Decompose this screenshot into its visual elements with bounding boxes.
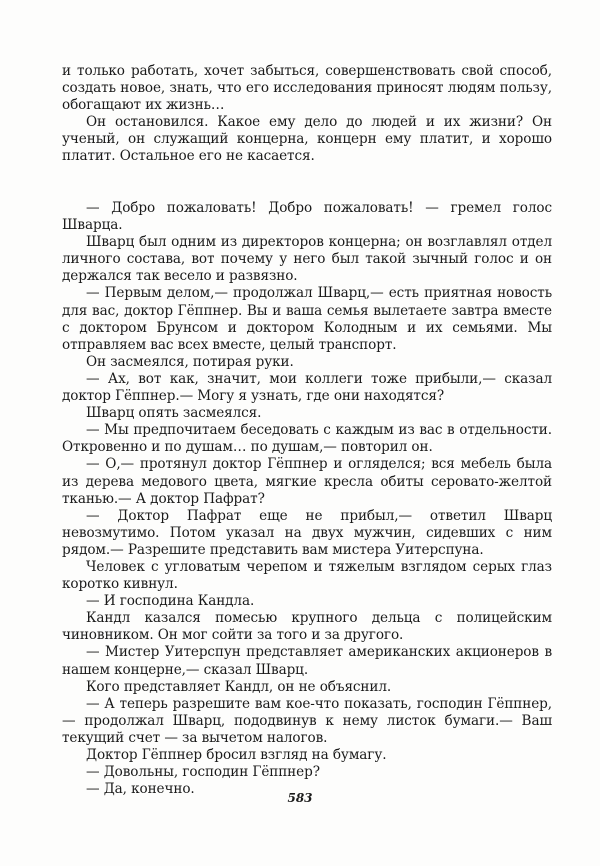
paragraph: Шварц был одним из директоров концерна; он возглавлял отдел личного состава, вот почему у него был такой зычный голос и он держался так весело и развязно. xyxy=(62,234,552,285)
paragraph: — Довольны, господин Гёппнер? xyxy=(86,764,320,781)
paragraph: — Мистер Уитерспун представляет американских акционеров в нашем концерне,— сказал Шварц. xyxy=(62,644,552,678)
paragraph: и только работать, хочет забыться, совершенствовать свой способ, создать новое, знать, что его исследования приносят людям пользу, обогащают их жизнь… xyxy=(62,63,552,114)
paragraph: Кого представляет Кандл, он не объяснил. xyxy=(86,678,392,695)
paragraph: — Первым делом,— продолжал Шварц,— есть приятная новость для вас, доктор Гёппнер. Вы и ваша семья вылетаете завтра вместе с доктором Брунсом и доктором Колодным и их семьями. Мы отправляем вас всех вместе, целый транспорт. xyxy=(62,285,552,353)
paragraph: — О,— протянул доктор Гёппнер и огляделся; вся мебель была из дерева медового цвета, мягкие кресла обиты серовато-желтой тканью.— А доктор Пафрат? xyxy=(62,456,552,507)
paragraph: — Ах, вот как, значит, мои коллеги тоже прибыли,— сказал доктор Гёппнер.— Могу я узнать, где они находятся? xyxy=(62,370,552,405)
text-block-main xyxy=(62,200,552,798)
paragraph: Шварц опять засмеялся. xyxy=(86,405,262,422)
paragraph: Он остановился. Какое ему дело до людей и их жизни? Он ученый, он служащий концерна, концерн ему платит, и хорошо платит. Остальное его не касается. xyxy=(62,114,552,165)
text-block-top xyxy=(62,63,552,166)
paragraph: — Доктор Пафрат еще не прибыл,— ответил Шварц невозмутимо. Потом указал на двух мужчин, сидевших с ним рядом.— Разрешите представить вам мистера Уитерспуна. xyxy=(62,507,552,558)
paragraph: — Мы предпочитаем беседовать с каждым из вас в отдельности. Откровенно и по душам… по душам,— повторил он. xyxy=(62,422,552,456)
paragraph: Кандл казался помесью крупного дельца с полицейским чиновником. Он мог сойти за того и за другого. xyxy=(62,610,552,644)
paragraph: — И господина Кандла. xyxy=(86,593,255,610)
paragraph: Человек с угловатым черепом и тяжелым взглядом серых глаз коротко кивнул. xyxy=(62,558,552,593)
paragraph: — А теперь разрешите вам кое-что показать, господин Гёппнер,— продолжал Шварц, пододвинув к нему листок бумаги.— Ваш текущий счет — за вычетом налогов. xyxy=(62,695,552,746)
paragraph: — Добро пожаловать! Добро пожаловать! — гремел голос Шварца. xyxy=(62,200,552,234)
paragraph: — Да, конечно. xyxy=(86,781,195,798)
page-number: 583 xyxy=(287,791,313,805)
paragraph: Он засмеялся, потирая руки. xyxy=(86,353,294,370)
paragraph: Доктор Гёппнер бросил взгляд на бумагу. xyxy=(86,747,387,763)
